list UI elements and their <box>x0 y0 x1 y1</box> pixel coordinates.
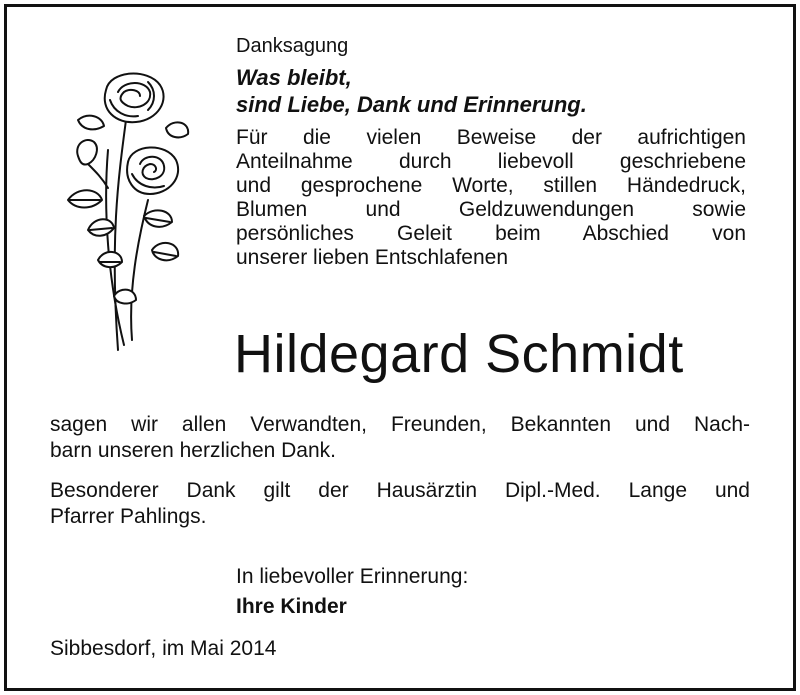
intro-line: Blumen und Geldzuwendungen sowie <box>236 198 746 221</box>
thanks-paragraph <box>50 412 750 464</box>
intro-line: persönliches Geleit beim Abschied von <box>236 222 746 245</box>
signature: Ihre Kinder <box>236 595 347 618</box>
notice-body <box>50 412 750 544</box>
thanks-line: barn unseren herzlichen Dank. <box>50 439 337 462</box>
intro-text <box>236 126 746 270</box>
motto-line: sind Liebe, Dank und Erinnerung. <box>236 92 587 117</box>
intro-line: und gesprochene Worte, stillen Händedruck, <box>236 174 746 197</box>
deceased-name: Hildegard Schmidt <box>234 324 684 384</box>
intro-line: Anteilnahme durch liebevoll geschriebene <box>236 150 746 173</box>
place-date: Sibbesdorf, im Mai 2014 <box>50 637 277 660</box>
special-thanks-line: Pfarrer Pahlings. <box>50 505 207 528</box>
notice-heading: Danksagung <box>236 35 349 57</box>
closing-block <box>236 562 468 622</box>
roses-illustration-icon <box>48 60 198 360</box>
motto-line: Was bleibt, <box>236 65 352 90</box>
notice-header <box>236 34 746 270</box>
intro-line: unserer lieben Entschlafenen <box>236 246 509 269</box>
motto <box>236 64 746 118</box>
closing-phrase: In liebevoller Erinnerung: <box>236 565 469 588</box>
thanks-line: sagen wir allen Verwandten, Freunden, Bekannten und Nach- <box>50 413 750 436</box>
special-thanks-paragraph <box>50 478 750 530</box>
special-thanks-line: Besonderer Dank gilt der Hausärztin Dipl.-Med. Lange und <box>50 479 750 502</box>
intro-line: Für die vielen Beweise der aufrichtigen <box>236 126 746 149</box>
